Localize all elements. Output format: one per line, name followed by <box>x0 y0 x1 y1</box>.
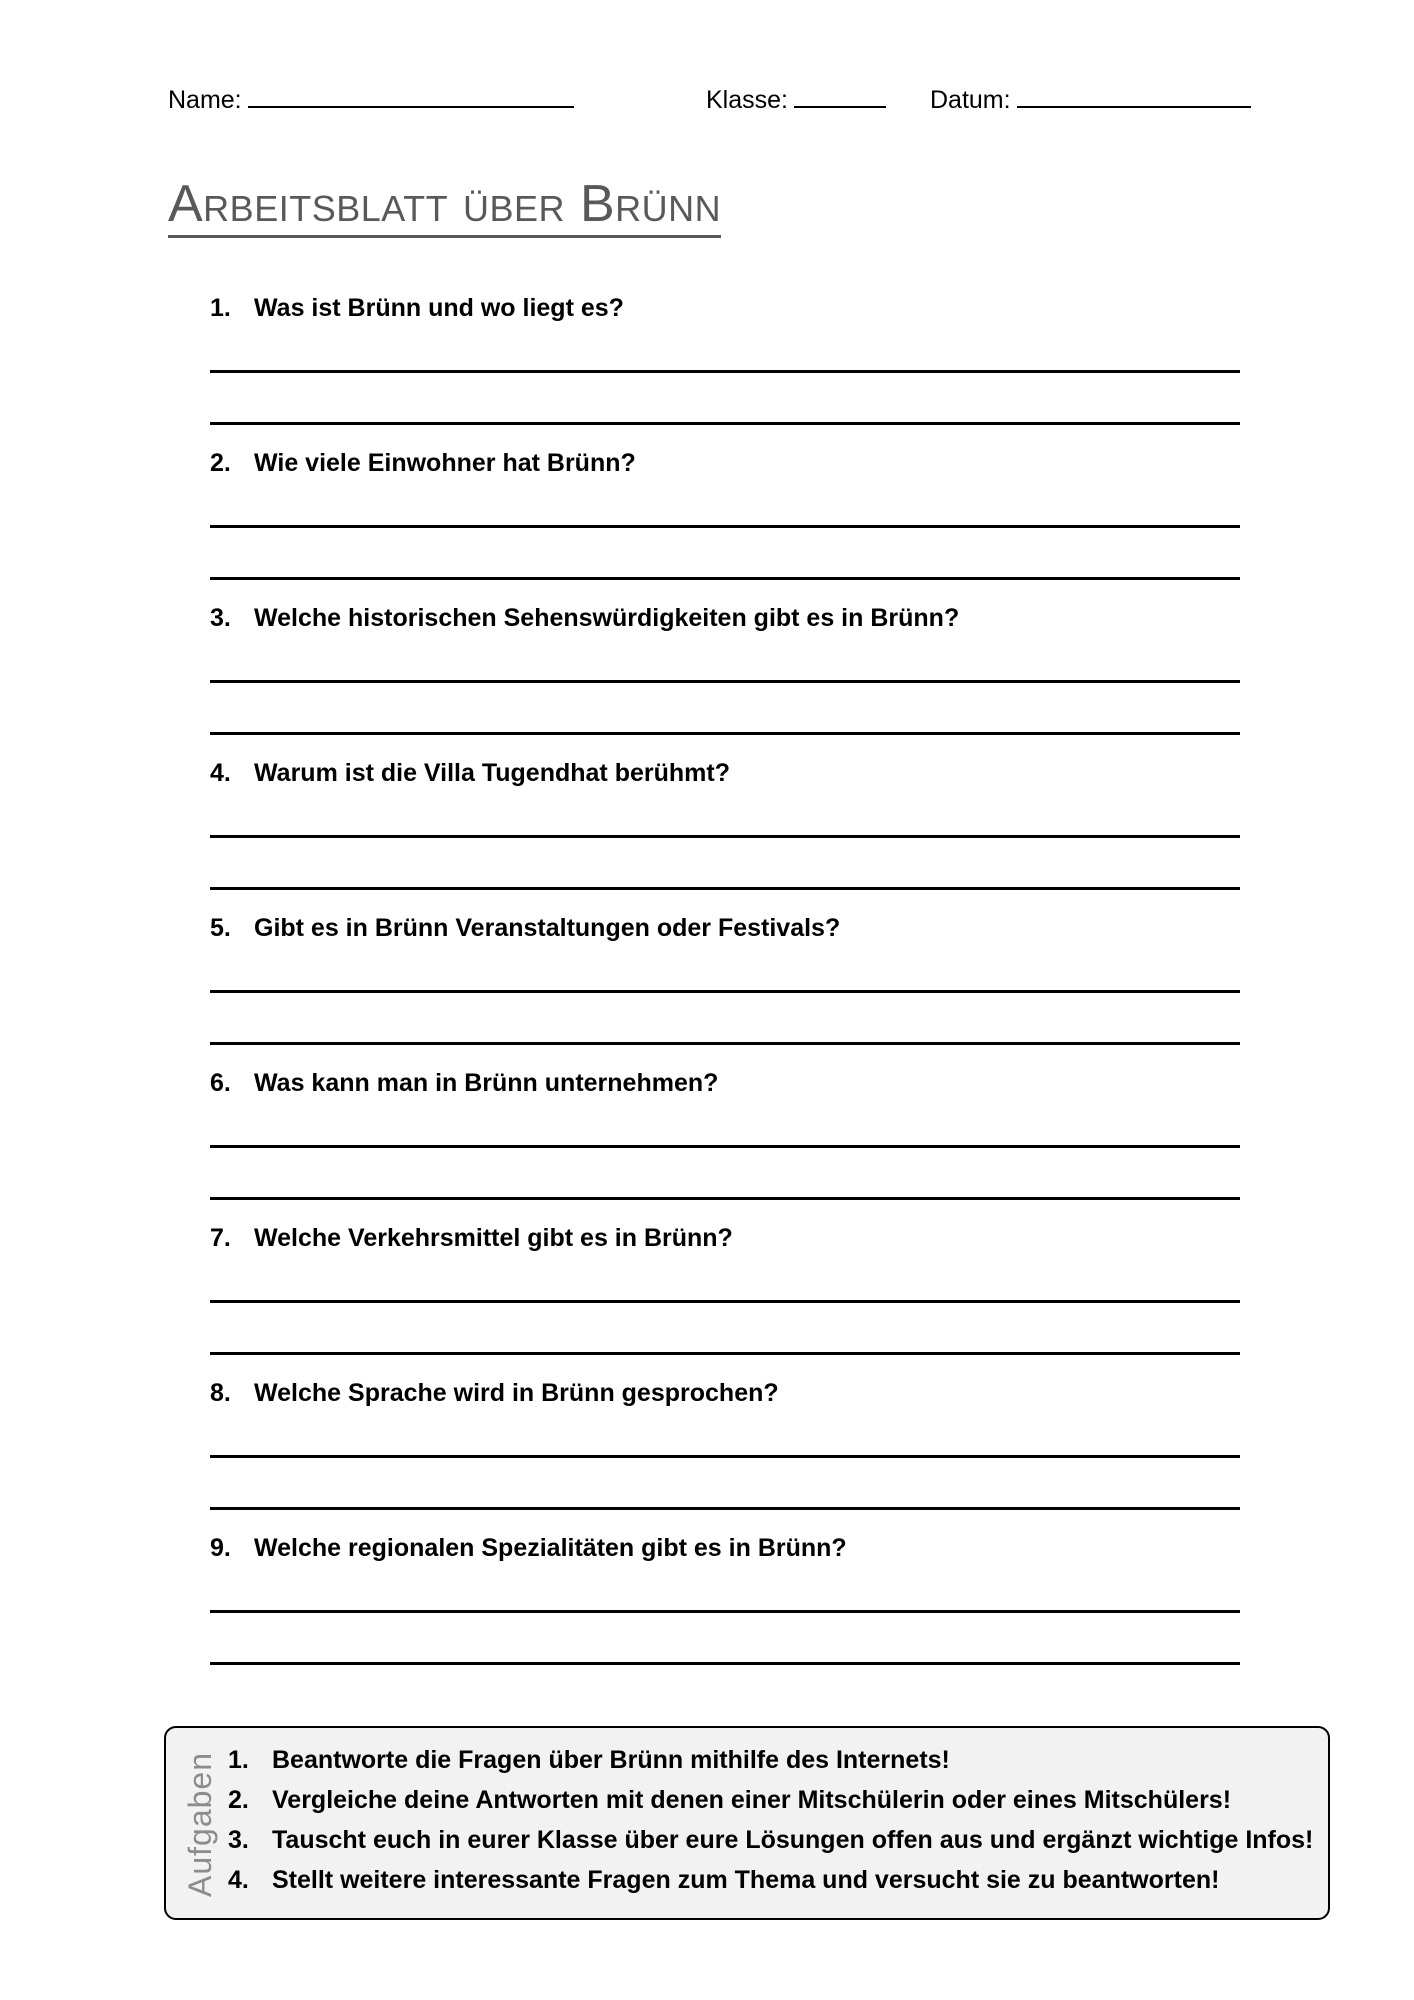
question-item <box>210 755 1240 910</box>
task-item <box>228 1740 1318 1780</box>
answer-line[interactable] <box>210 680 1240 683</box>
page-title: Arbeitsblatt über Brünn <box>168 176 721 238</box>
question-number: 1. <box>210 294 231 322</box>
question-number: 8. <box>210 1379 231 1407</box>
answer-line[interactable] <box>210 887 1240 890</box>
question-number: 7. <box>210 1224 231 1252</box>
answer-line[interactable] <box>210 1197 1240 1200</box>
task-number: 3. <box>228 1826 249 1854</box>
question-item <box>210 1220 1240 1375</box>
task-text: Tauscht euch in eurer Klasse über eure Lösungen offen aus und ergänzt wichtige Infos! <box>272 1826 1314 1854</box>
tasks-list <box>228 1740 1318 1900</box>
question-text: Warum ist die Villa Tugendhat berühmt? <box>254 759 730 787</box>
task-number: 4. <box>228 1866 249 1894</box>
answer-line[interactable] <box>210 422 1240 425</box>
question-text: Welche regionalen Spezialitäten gibt es in Brünn? <box>254 1534 847 1562</box>
question-item <box>210 910 1240 1065</box>
klasse-label: Klasse: <box>706 86 788 114</box>
answer-line[interactable] <box>210 1507 1240 1510</box>
task-item <box>228 1860 1318 1900</box>
task-number: 2. <box>228 1786 249 1814</box>
answer-line[interactable] <box>210 1300 1240 1303</box>
answer-line[interactable] <box>210 1610 1240 1613</box>
answer-line[interactable] <box>210 1455 1240 1458</box>
question-number: 4. <box>210 759 231 787</box>
answer-line[interactable] <box>210 835 1240 838</box>
klasse-blank-line[interactable] <box>794 84 886 108</box>
datum-blank-line[interactable] <box>1017 84 1251 108</box>
question-number: 9. <box>210 1534 231 1562</box>
answer-line[interactable] <box>210 1042 1240 1045</box>
question-item <box>210 1375 1240 1530</box>
question-number: 2. <box>210 449 231 477</box>
question-number: 6. <box>210 1069 231 1097</box>
question-text: Welche Verkehrsmittel gibt es in Brünn? <box>254 1224 733 1252</box>
task-text: Beantworte die Fragen über Brünn mithilfe des Internets! <box>272 1746 950 1774</box>
tasks-label: Aufgaben <box>181 1751 218 1897</box>
tasks-label-wrapper <box>178 1738 222 1910</box>
answer-line[interactable] <box>210 1662 1240 1665</box>
answer-line[interactable] <box>210 1352 1240 1355</box>
question-text: Was ist Brünn und wo liegt es? <box>254 294 624 322</box>
name-blank-line[interactable] <box>248 84 574 108</box>
task-number: 1. <box>228 1746 249 1774</box>
task-item <box>228 1820 1318 1860</box>
answer-line[interactable] <box>210 990 1240 993</box>
question-list <box>210 290 1240 1685</box>
question-number: 5. <box>210 914 231 942</box>
header-fields <box>168 84 1258 118</box>
question-text: Wie viele Einwohner hat Brünn? <box>254 449 636 477</box>
question-item <box>210 1065 1240 1220</box>
klasse-field <box>706 84 886 115</box>
answer-line[interactable] <box>210 732 1240 735</box>
answer-line[interactable] <box>210 577 1240 580</box>
answer-line[interactable] <box>210 1145 1240 1148</box>
datum-label: Datum: <box>930 86 1011 114</box>
question-item <box>210 290 1240 445</box>
question-number: 3. <box>210 604 231 632</box>
question-text: Welche historischen Sehenswürdigkeiten gibt es in Brünn? <box>254 604 960 632</box>
name-field <box>168 84 574 115</box>
task-text: Stellt weitere interessante Fragen zum Thema und versucht sie zu beantworten! <box>272 1866 1220 1894</box>
question-text: Welche Sprache wird in Brünn gesprochen? <box>254 1379 779 1407</box>
answer-line[interactable] <box>210 525 1240 528</box>
question-item <box>210 600 1240 755</box>
tasks-box <box>164 1726 1330 1920</box>
question-item <box>210 445 1240 600</box>
question-text: Gibt es in Brünn Veranstaltungen oder Festivals? <box>254 914 841 942</box>
answer-line[interactable] <box>210 370 1240 373</box>
question-text: Was kann man in Brünn unternehmen? <box>254 1069 719 1097</box>
question-item <box>210 1530 1240 1685</box>
datum-field <box>930 84 1251 115</box>
task-item <box>228 1780 1318 1820</box>
name-label: Name: <box>168 86 242 114</box>
task-text: Vergleiche deine Antworten mit denen einer Mitschülerin oder eines Mitschülers! <box>272 1786 1232 1814</box>
